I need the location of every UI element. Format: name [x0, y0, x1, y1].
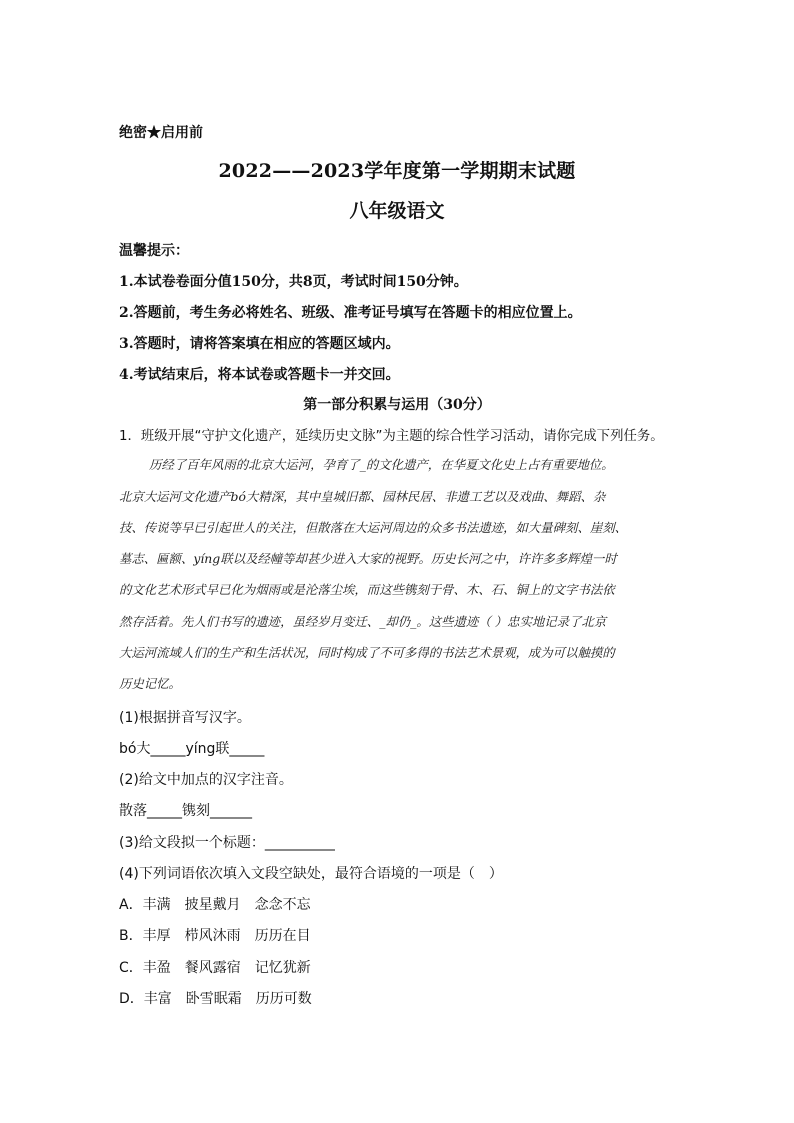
passage-line: 墓志、匾额、yíng联以及经幢等却甚少进入大家的视野。历史长河之中，许许多多辉煌一时: [119, 551, 617, 566]
section-title: 第一部分积累与运用（30分）: [303, 397, 491, 413]
tips-heading: 温馨提示：: [119, 243, 189, 259]
question-1-stem: 1．班级开展“守护文化遗产，延续历史文脉”为主题的综合性学习活动，请你完成下列任务。: [119, 429, 664, 444]
passage-line: 大运河流域人们的生产和生活状况，同时构成了不可多得的书法艺术景观，成为可以触摸的: [119, 645, 615, 660]
passage-line: 北京大运河文化遗产bó大精深，其中皇城旧都、园林民居、非遗工艺以及戏曲、舞蹈、杂: [119, 489, 606, 504]
option-a: A．丰满 披星戴月 念念不忘: [119, 897, 311, 913]
sub-question-2-prompt: (2)给文中加点的汉字注音。: [119, 772, 293, 788]
passage-line: 然存活着。先人们书写的遗迹，虽经岁月变迁、_却仍_。这些遗迹（ ）忠实地记录了北京: [119, 614, 607, 629]
tip-item-2: 2.答题前，考生务必将姓名、班级、准考证号填写在答题卡的相应位置上。: [119, 305, 582, 321]
sub-question-3-prompt: (3)给文段拟一个标题：__________: [119, 835, 335, 851]
confidential-label: 绝密★启用前: [119, 125, 203, 141]
passage-line: 历史记忆。: [119, 676, 181, 691]
passage-line: 技、传说等早已引起世人的关注，但散落在大运河周边的众多书法遗迹，如大量碑刻、崖刻、: [119, 520, 628, 535]
sub-question-1-prompt: (1)根据拼音写汉字。: [119, 710, 251, 726]
option-b: B．丰厚 栉风沐雨 历历在目: [119, 928, 311, 944]
exam-subject: 八年级语文: [349, 200, 445, 222]
option-d: D．丰富 卧雪眠霜 历历可数: [119, 991, 312, 1007]
option-c: C．丰盈 餐风露宿 记忆犹新: [119, 960, 311, 976]
tip-item-3: 3.答题时，请将答案填在相应的答题区域内。: [119, 336, 400, 352]
tip-item-4: 4.考试结束后，将本试卷或答题卡一并交回。: [119, 367, 400, 383]
reading-passage: [119, 455, 676, 695]
tip-item-1: 1.本试卷卷面分值150分，共8页，考试时间150分钟。: [119, 274, 468, 290]
exam-title: 2022——2023学年度第一学期期末试题: [218, 160, 576, 182]
sub-question-2-blanks: 散落_____镌刻______: [119, 803, 252, 819]
passage-line: 历经了百年风雨的北京大运河，孕育了_的文化遗产，在华夏文化史上占有重要地位。: [149, 457, 614, 472]
sub-question-4-prompt: (4)下列词语依次填入文段空缺处，最符合语境的一项是（ ）: [119, 866, 503, 882]
passage-line: 的文化艺术形式早已化为烟雨或是沦落尘埃，而这些镌刻于骨、木、石、铜上的文字书法依: [119, 582, 615, 597]
sub-question-1-blanks: bó大_____yíng联_____: [119, 741, 265, 757]
